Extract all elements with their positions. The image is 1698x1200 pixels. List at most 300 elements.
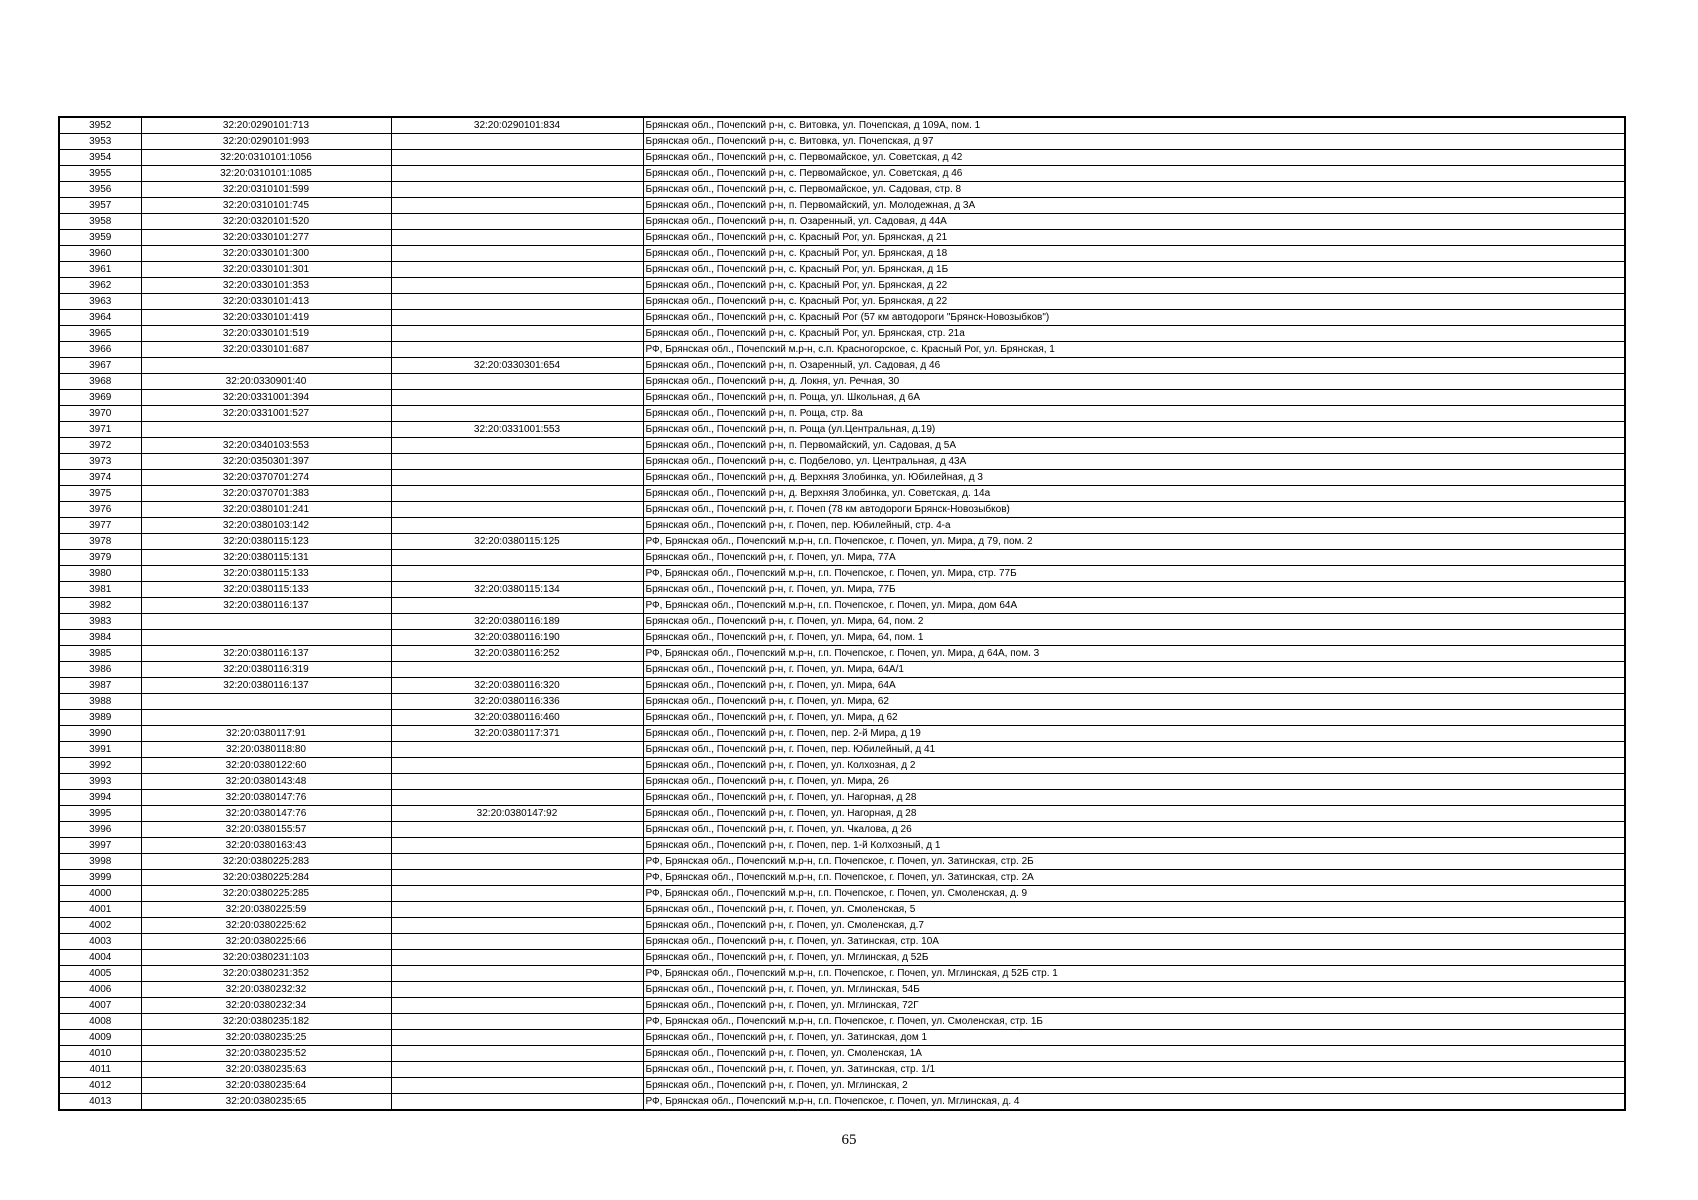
address-cell: Брянская обл., Почепский р-н, д. Верхняя Злобинка, ул. Советская, д. 14а xyxy=(643,486,1625,502)
cadastral-number-cell: 32:20:0380115:133 xyxy=(141,566,391,582)
table-row xyxy=(59,710,1625,726)
linked-cadastral-number-cell xyxy=(391,902,643,918)
table-body xyxy=(59,117,1625,1110)
linked-cadastral-number-cell xyxy=(391,486,643,502)
linked-cadastral-number-cell xyxy=(391,838,643,854)
table-row xyxy=(59,534,1625,550)
cadastral-number-cell: 32:20:0380235:65 xyxy=(141,1094,391,1111)
address-cell: Брянская обл., Почепский р-н, п. Первомайский, ул. Садовая, д 5А xyxy=(643,438,1625,454)
row-number-cell: 3987 xyxy=(59,678,141,694)
address-cell: Брянская обл., Почепский р-н, г. Почеп, ул. Мира, 64А xyxy=(643,678,1625,694)
linked-cadastral-number-cell xyxy=(391,502,643,518)
address-cell: Брянская обл., Почепский р-н, с. Первомайское, ул. Советская, д 46 xyxy=(643,166,1625,182)
cadastral-number-cell: 32:20:0350301:397 xyxy=(141,454,391,470)
address-cell: РФ, Брянская обл., Почепский м.р-н, г.п. Почепское, г. Почеп, ул. Смоленская, стр. 1Б xyxy=(643,1014,1625,1030)
linked-cadastral-number-cell: 32:20:0380116:189 xyxy=(391,614,643,630)
table-row xyxy=(59,614,1625,630)
row-number-cell: 3997 xyxy=(59,838,141,854)
cadastral-number-cell: 32:20:0330101:519 xyxy=(141,326,391,342)
cadastral-number-cell: 32:20:0380122:60 xyxy=(141,758,391,774)
linked-cadastral-number-cell: 32:20:0380116:320 xyxy=(391,678,643,694)
table-row xyxy=(59,278,1625,294)
address-cell: Брянская обл., Почепский р-н, с. Красный Рог, ул. Брянская, д 22 xyxy=(643,278,1625,294)
address-cell: Брянская обл., Почепский р-н, с. Красный Рог, ул. Брянская, стр. 21а xyxy=(643,326,1625,342)
row-number-cell: 4003 xyxy=(59,934,141,950)
address-cell: Брянская обл., Почепский р-н, д. Верхняя Злобинка, ул. Юбилейная, д 3 xyxy=(643,470,1625,486)
table-row xyxy=(59,1030,1625,1046)
row-number-cell: 3964 xyxy=(59,310,141,326)
cadastral-number-cell: 32:20:0380235:182 xyxy=(141,1014,391,1030)
row-number-cell: 3975 xyxy=(59,486,141,502)
table-row xyxy=(59,790,1625,806)
address-cell: Брянская обл., Почепский р-н, г. Почеп, ул. Мира, 64, пом. 2 xyxy=(643,614,1625,630)
row-number-cell: 4004 xyxy=(59,950,141,966)
address-cell: Брянская обл., Почепский р-н, г. Почеп, пер. 1-й Колхозный, д 1 xyxy=(643,838,1625,854)
table-row xyxy=(59,646,1625,662)
row-number-cell: 3982 xyxy=(59,598,141,614)
cadastral-number-cell: 32:20:0380143:48 xyxy=(141,774,391,790)
row-number-cell: 4006 xyxy=(59,982,141,998)
address-cell: Брянская обл., Почепский р-н, с. Красный Рог (57 км автодороги "Брянск-Новозыбков") xyxy=(643,310,1625,326)
linked-cadastral-number-cell xyxy=(391,886,643,902)
linked-cadastral-number-cell xyxy=(391,822,643,838)
row-number-cell: 3960 xyxy=(59,246,141,262)
cadastral-number-cell: 32:20:0380225:285 xyxy=(141,886,391,902)
cadastral-number-cell: 32:20:0380225:59 xyxy=(141,902,391,918)
address-cell: РФ, Брянская обл., Почепский м.р-н, г.п. Почепское, г. Почеп, ул. Затинская, стр. 2А xyxy=(643,870,1625,886)
cadastral-number-cell: 32:20:0330101:300 xyxy=(141,246,391,262)
linked-cadastral-number-cell xyxy=(391,966,643,982)
cadastral-number-cell: 32:20:0380235:52 xyxy=(141,1046,391,1062)
table-row xyxy=(59,870,1625,886)
cadastral-number-cell: 32:20:0330101:301 xyxy=(141,262,391,278)
row-number-cell: 3952 xyxy=(59,117,141,134)
cadastral-number-cell: 32:20:0370701:274 xyxy=(141,470,391,486)
table-row xyxy=(59,486,1625,502)
row-number-cell: 3986 xyxy=(59,662,141,678)
linked-cadastral-number-cell xyxy=(391,854,643,870)
row-number-cell: 4013 xyxy=(59,1094,141,1111)
row-number-cell: 3979 xyxy=(59,550,141,566)
address-cell: Брянская обл., Почепский р-н, г. Почеп, ул. Мглинская, д 52Б xyxy=(643,950,1625,966)
cadastral-number-cell: 32:20:0310101:1056 xyxy=(141,150,391,166)
cadastral-number-cell: 32:20:0380235:63 xyxy=(141,1062,391,1078)
address-cell: Брянская обл., Почепский р-н, п. Роща (ул.Центральная, д.19) xyxy=(643,422,1625,438)
row-number-cell: 3965 xyxy=(59,326,141,342)
row-number-cell: 3959 xyxy=(59,230,141,246)
row-number-cell: 3995 xyxy=(59,806,141,822)
cadastral-number-cell: 32:20:0320101:520 xyxy=(141,214,391,230)
linked-cadastral-number-cell xyxy=(391,198,643,214)
table-row xyxy=(59,726,1625,742)
row-number-cell: 3968 xyxy=(59,374,141,390)
table-row xyxy=(59,582,1625,598)
row-number-cell: 3994 xyxy=(59,790,141,806)
table-row xyxy=(59,374,1625,390)
linked-cadastral-number-cell xyxy=(391,998,643,1014)
address-cell: Брянская обл., Почепский р-н, п. Роща, стр. 8а xyxy=(643,406,1625,422)
cadastral-number-cell: 32:20:0370701:383 xyxy=(141,486,391,502)
table-row xyxy=(59,390,1625,406)
linked-cadastral-number-cell xyxy=(391,1078,643,1094)
cadastral-number-cell: 32:20:0380116:137 xyxy=(141,646,391,662)
table-row xyxy=(59,950,1625,966)
row-number-cell: 3962 xyxy=(59,278,141,294)
table-row xyxy=(59,566,1625,582)
table-row xyxy=(59,310,1625,326)
row-number-cell: 4000 xyxy=(59,886,141,902)
cadastral-number-cell: 32:20:0331001:394 xyxy=(141,390,391,406)
cadastral-number-cell: 32:20:0380147:76 xyxy=(141,806,391,822)
address-cell: Брянская обл., Почепский р-н, п. Роща, ул. Школьная, д 6А xyxy=(643,390,1625,406)
row-number-cell: 3970 xyxy=(59,406,141,422)
linked-cadastral-number-cell: 32:20:0380116:252 xyxy=(391,646,643,662)
row-number-cell: 4007 xyxy=(59,998,141,1014)
linked-cadastral-number-cell xyxy=(391,262,643,278)
address-cell: Брянская обл., Почепский р-н, с. Витовка, ул. Почепская, д 97 xyxy=(643,134,1625,150)
address-cell: РФ, Брянская обл., Почепский м.р-н, г.п. Почепское, г. Почеп, ул. Мира, д 79, пом. 2 xyxy=(643,534,1625,550)
row-number-cell: 3963 xyxy=(59,294,141,310)
cadastral-number-cell xyxy=(141,358,391,374)
linked-cadastral-number-cell xyxy=(391,310,643,326)
cadastral-number-cell xyxy=(141,694,391,710)
cadastral-number-cell: 32:20:0310101:745 xyxy=(141,198,391,214)
address-cell: Брянская обл., Почепский р-н, г. Почеп, ул. Мира, 77Б xyxy=(643,582,1625,598)
linked-cadastral-number-cell xyxy=(391,454,643,470)
table-row xyxy=(59,166,1625,182)
cadastral-number-cell xyxy=(141,710,391,726)
row-number-cell: 3992 xyxy=(59,758,141,774)
linked-cadastral-number-cell: 32:20:0380116:190 xyxy=(391,630,643,646)
row-number-cell: 3989 xyxy=(59,710,141,726)
table-row xyxy=(59,1094,1625,1111)
table-row xyxy=(59,598,1625,614)
table-row xyxy=(59,262,1625,278)
address-cell: РФ, Брянская обл., Почепский м.р-н, г.п. Почепское, г. Почеп, ул. Затинская, стр. 2Б xyxy=(643,854,1625,870)
cadastral-number-cell: 32:20:0380116:137 xyxy=(141,598,391,614)
linked-cadastral-number-cell xyxy=(391,150,643,166)
table-row xyxy=(59,246,1625,262)
row-number-cell: 3953 xyxy=(59,134,141,150)
table-row xyxy=(59,1046,1625,1062)
linked-cadastral-number-cell xyxy=(391,230,643,246)
table-row xyxy=(59,838,1625,854)
cadastral-number-cell: 32:20:0380115:131 xyxy=(141,550,391,566)
table-row xyxy=(59,550,1625,566)
row-number-cell: 3999 xyxy=(59,870,141,886)
row-number-cell: 3957 xyxy=(59,198,141,214)
linked-cadastral-number-cell xyxy=(391,774,643,790)
table-row xyxy=(59,342,1625,358)
address-cell: РФ, Брянская обл., Почепский м.р-н, г.п. Почепское, г. Почеп, ул. Мира, стр. 77Б xyxy=(643,566,1625,582)
row-number-cell: 3988 xyxy=(59,694,141,710)
row-number-cell: 4010 xyxy=(59,1046,141,1062)
linked-cadastral-number-cell: 32:20:0330301:654 xyxy=(391,358,643,374)
linked-cadastral-number-cell xyxy=(391,950,643,966)
cadastral-number-cell: 32:20:0380115:123 xyxy=(141,534,391,550)
address-cell: Брянская обл., Почепский р-н, г. Почеп, пер. Юбилейный, стр. 4-а xyxy=(643,518,1625,534)
linked-cadastral-number-cell xyxy=(391,1094,643,1111)
linked-cadastral-number-cell xyxy=(391,870,643,886)
row-number-cell: 3971 xyxy=(59,422,141,438)
row-number-cell: 3967 xyxy=(59,358,141,374)
address-cell: Брянская обл., Почепский р-н, п. Первомайский, ул. Молодежная, д 3А xyxy=(643,198,1625,214)
row-number-cell: 3956 xyxy=(59,182,141,198)
table-row xyxy=(59,966,1625,982)
table-row xyxy=(59,934,1625,950)
linked-cadastral-number-cell xyxy=(391,982,643,998)
cadastral-number-cell: 32:20:0380232:32 xyxy=(141,982,391,998)
linked-cadastral-number-cell: 32:20:0290101:834 xyxy=(391,117,643,134)
table-row xyxy=(59,1062,1625,1078)
row-number-cell: 4001 xyxy=(59,902,141,918)
address-cell: Брянская обл., Почепский р-н, п. Озаренный, ул. Садовая, д 44А xyxy=(643,214,1625,230)
cadastral-number-cell: 32:20:0380225:66 xyxy=(141,934,391,950)
table-row xyxy=(59,822,1625,838)
linked-cadastral-number-cell xyxy=(391,742,643,758)
table-row xyxy=(59,117,1625,134)
cadastral-number-cell: 32:20:0310101:599 xyxy=(141,182,391,198)
row-number-cell: 3955 xyxy=(59,166,141,182)
cadastral-number-cell: 32:20:0380118:80 xyxy=(141,742,391,758)
address-cell: Брянская обл., Почепский р-н, с. Красный Рог, ул. Брянская, д 1Б xyxy=(643,262,1625,278)
address-cell: Брянская обл., Почепский р-н, г. Почеп, ул. Смоленская, 5 xyxy=(643,902,1625,918)
row-number-cell: 4011 xyxy=(59,1062,141,1078)
row-number-cell: 3984 xyxy=(59,630,141,646)
property-table xyxy=(58,116,1626,1111)
row-number-cell: 3978 xyxy=(59,534,141,550)
table-row xyxy=(59,134,1625,150)
address-cell: Брянская обл., Почепский р-н, г. Почеп, ул. Мира, 64А/1 xyxy=(643,662,1625,678)
linked-cadastral-number-cell: 32:20:0380115:134 xyxy=(391,582,643,598)
row-number-cell: 4008 xyxy=(59,1014,141,1030)
row-number-cell: 3954 xyxy=(59,150,141,166)
cadastral-number-cell: 32:20:0330901:40 xyxy=(141,374,391,390)
cadastral-number-cell: 32:20:0330101:277 xyxy=(141,230,391,246)
address-cell: Брянская обл., Почепский р-н, с. Красный Рог, ул. Брянская, д 21 xyxy=(643,230,1625,246)
row-number-cell: 4009 xyxy=(59,1030,141,1046)
address-cell: Брянская обл., Почепский р-н, с. Первомайское, ул. Советская, д 42 xyxy=(643,150,1625,166)
table-row xyxy=(59,182,1625,198)
linked-cadastral-number-cell xyxy=(391,406,643,422)
linked-cadastral-number-cell: 32:20:0331001:553 xyxy=(391,422,643,438)
table-row xyxy=(59,198,1625,214)
linked-cadastral-number-cell xyxy=(391,758,643,774)
row-number-cell: 3973 xyxy=(59,454,141,470)
table-row xyxy=(59,758,1625,774)
cadastral-number-cell: 32:20:0330101:413 xyxy=(141,294,391,310)
address-cell: Брянская обл., Почепский р-н, с. Витовка, ул. Почепская, д 109А, пом. 1 xyxy=(643,117,1625,134)
cadastral-number-cell: 32:20:0380231:352 xyxy=(141,966,391,982)
row-number-cell: 3977 xyxy=(59,518,141,534)
page-number: 65 xyxy=(841,1132,857,1148)
linked-cadastral-number-cell xyxy=(391,790,643,806)
address-cell: Брянская обл., Почепский р-н, г. Почеп, ул. Нагорная, д 28 xyxy=(643,790,1625,806)
linked-cadastral-number-cell xyxy=(391,390,643,406)
table-row xyxy=(59,470,1625,486)
row-number-cell: 3958 xyxy=(59,214,141,230)
cadastral-number-cell: 32:20:0380235:64 xyxy=(141,1078,391,1094)
cadastral-number-cell: 32:20:0330101:353 xyxy=(141,278,391,294)
linked-cadastral-number-cell: 32:20:0380116:336 xyxy=(391,694,643,710)
address-cell: Брянская обл., Почепский р-н, г. Почеп, ул. Затинская, стр. 1/1 xyxy=(643,1062,1625,1078)
table-row xyxy=(59,326,1625,342)
table-row xyxy=(59,358,1625,374)
cadastral-number-cell: 32:20:0330101:419 xyxy=(141,310,391,326)
cadastral-number-cell: 32:20:0380232:34 xyxy=(141,998,391,1014)
linked-cadastral-number-cell xyxy=(391,518,643,534)
cadastral-number-cell: 32:20:0290101:713 xyxy=(141,117,391,134)
table-row xyxy=(59,806,1625,822)
linked-cadastral-number-cell xyxy=(391,1046,643,1062)
linked-cadastral-number-cell xyxy=(391,566,643,582)
cadastral-number-cell: 32:20:0380115:133 xyxy=(141,582,391,598)
table-row xyxy=(59,742,1625,758)
row-number-cell: 3991 xyxy=(59,742,141,758)
linked-cadastral-number-cell xyxy=(391,1062,643,1078)
row-number-cell: 3996 xyxy=(59,822,141,838)
row-number-cell: 3974 xyxy=(59,470,141,486)
address-cell: Брянская обл., Почепский р-н, г. Почеп, ул. Мира, 77А xyxy=(643,550,1625,566)
cadastral-number-cell: 32:20:0380155:57 xyxy=(141,822,391,838)
address-cell: Брянская обл., Почепский р-н, с. Красный Рог, ул. Брянская, д 22 xyxy=(643,294,1625,310)
row-number-cell: 3993 xyxy=(59,774,141,790)
address-cell: Брянская обл., Почепский р-н, г. Почеп, ул. Затинская, дом 1 xyxy=(643,1030,1625,1046)
row-number-cell: 3998 xyxy=(59,854,141,870)
linked-cadastral-number-cell: 32:20:0380117:371 xyxy=(391,726,643,742)
cadastral-number-cell: 32:20:0380117:91 xyxy=(141,726,391,742)
table-row xyxy=(59,854,1625,870)
cadastral-number-cell: 32:20:0380225:62 xyxy=(141,918,391,934)
table-row xyxy=(59,918,1625,934)
linked-cadastral-number-cell: 32:20:0380115:125 xyxy=(391,534,643,550)
address-cell: РФ, Брянская обл., Почепский м.р-н, г.п. Почепское, г. Почеп, ул. Мира, дом 64А xyxy=(643,598,1625,614)
linked-cadastral-number-cell xyxy=(391,1030,643,1046)
address-cell: Брянская обл., Почепский р-н, с. Красный Рог, ул. Брянская, д 18 xyxy=(643,246,1625,262)
cadastral-number-cell: 32:20:0380235:25 xyxy=(141,1030,391,1046)
row-number-cell: 3966 xyxy=(59,342,141,358)
address-cell: Брянская обл., Почепский р-н, г. Почеп, ул. Смоленская, 1А xyxy=(643,1046,1625,1062)
address-cell: Брянская обл., Почепский р-н, г. Почеп, ул. Нагорная, д 28 xyxy=(643,806,1625,822)
cadastral-number-cell: 32:20:0331001:527 xyxy=(141,406,391,422)
row-number-cell: 3972 xyxy=(59,438,141,454)
address-cell: Брянская обл., Почепский р-н, г. Почеп, ул. Мира, 62 xyxy=(643,694,1625,710)
cadastral-number-cell xyxy=(141,422,391,438)
linked-cadastral-number-cell: 32:20:0380116:460 xyxy=(391,710,643,726)
address-cell: Брянская обл., Почепский р-н, п. Озаренный, ул. Садовая, д 46 xyxy=(643,358,1625,374)
cadastral-number-cell: 32:20:0380225:283 xyxy=(141,854,391,870)
address-cell: Брянская обл., Почепский р-н, г. Почеп, ул. Колхозная, д 2 xyxy=(643,758,1625,774)
linked-cadastral-number-cell xyxy=(391,1014,643,1030)
linked-cadastral-number-cell xyxy=(391,134,643,150)
row-number-cell: 3976 xyxy=(59,502,141,518)
cadastral-number-cell: 32:20:0330101:687 xyxy=(141,342,391,358)
row-number-cell: 3969 xyxy=(59,390,141,406)
linked-cadastral-number-cell xyxy=(391,326,643,342)
row-number-cell: 4005 xyxy=(59,966,141,982)
table-row xyxy=(59,454,1625,470)
table-row xyxy=(59,230,1625,246)
row-number-cell: 3961 xyxy=(59,262,141,278)
cadastral-number-cell: 32:20:0380163:43 xyxy=(141,838,391,854)
linked-cadastral-number-cell xyxy=(391,246,643,262)
address-cell: РФ, Брянская обл., Почепский м.р-н, г.п. Почепское, г. Почеп, ул. Смоленская, д. 9 xyxy=(643,886,1625,902)
linked-cadastral-number-cell xyxy=(391,166,643,182)
row-number-cell: 3980 xyxy=(59,566,141,582)
address-cell: Брянская обл., Почепский р-н, г. Почеп, ул. Мглинская, 54Б xyxy=(643,982,1625,998)
row-number-cell: 4002 xyxy=(59,918,141,934)
cadastral-number-cell: 32:20:0380231:103 xyxy=(141,950,391,966)
table-row xyxy=(59,406,1625,422)
address-cell: Брянская обл., Почепский р-н, г. Почеп, пер. Юбилейный, д 41 xyxy=(643,742,1625,758)
table-row xyxy=(59,422,1625,438)
table-row xyxy=(59,1078,1625,1094)
table-row xyxy=(59,694,1625,710)
cadastral-number-cell: 32:20:0310101:1085 xyxy=(141,166,391,182)
address-cell: РФ, Брянская обл., Почепский м.р-н, г.п. Почепское, г. Почеп, ул. Мглинская, д. 4 xyxy=(643,1094,1625,1111)
linked-cadastral-number-cell xyxy=(391,182,643,198)
linked-cadastral-number-cell xyxy=(391,934,643,950)
address-cell: Брянская обл., Почепский р-н, с. Первомайское, ул. Садовая, стр. 8 xyxy=(643,182,1625,198)
cadastral-number-cell: 32:20:0340103:553 xyxy=(141,438,391,454)
address-cell: РФ, Брянская обл., Почепский м.р-н, с.п. Красногорское, с. Красный Рог, ул. Брянская, 1 xyxy=(643,342,1625,358)
row-number-cell: 3983 xyxy=(59,614,141,630)
linked-cadastral-number-cell xyxy=(391,214,643,230)
table-row xyxy=(59,438,1625,454)
address-cell: Брянская обл., Почепский р-н, г. Почеп (78 км автодороги Брянск-Новозыбков) xyxy=(643,502,1625,518)
address-cell: Брянская обл., Почепский р-н, г. Почеп, ул. Затинская, стр. 10А xyxy=(643,934,1625,950)
table-row xyxy=(59,150,1625,166)
address-cell: Брянская обл., Почепский р-н, г. Почеп, ул. Мира, 64, пом. 1 xyxy=(643,630,1625,646)
linked-cadastral-number-cell xyxy=(391,342,643,358)
row-number-cell: 3981 xyxy=(59,582,141,598)
linked-cadastral-number-cell xyxy=(391,470,643,486)
row-number-cell: 4012 xyxy=(59,1078,141,1094)
table-row xyxy=(59,662,1625,678)
address-cell: Брянская обл., Почепский р-н, г. Почеп, ул. Мглинская, 72Г xyxy=(643,998,1625,1014)
table-row xyxy=(59,678,1625,694)
linked-cadastral-number-cell: 32:20:0380147:92 xyxy=(391,806,643,822)
table-row xyxy=(59,630,1625,646)
address-cell: РФ, Брянская обл., Почепский м.р-н, г.п. Почепское, г. Почеп, ул. Мглинская, д 52Б стр. 1 xyxy=(643,966,1625,982)
table-row xyxy=(59,998,1625,1014)
cadastral-number-cell: 32:20:0290101:993 xyxy=(141,134,391,150)
cadastral-number-cell: 32:20:0380103:142 xyxy=(141,518,391,534)
table-row xyxy=(59,886,1625,902)
row-number-cell: 3990 xyxy=(59,726,141,742)
cadastral-number-cell: 32:20:0380101:241 xyxy=(141,502,391,518)
cadastral-number-cell: 32:20:0380116:319 xyxy=(141,662,391,678)
table-row xyxy=(59,294,1625,310)
linked-cadastral-number-cell xyxy=(391,438,643,454)
linked-cadastral-number-cell xyxy=(391,662,643,678)
table-row xyxy=(59,982,1625,998)
table-row xyxy=(59,214,1625,230)
linked-cadastral-number-cell xyxy=(391,278,643,294)
linked-cadastral-number-cell xyxy=(391,374,643,390)
row-number-cell: 3985 xyxy=(59,646,141,662)
address-cell: Брянская обл., Почепский р-н, г. Почеп, ул. Смоленская, д.7 xyxy=(643,918,1625,934)
linked-cadastral-number-cell xyxy=(391,550,643,566)
table-row xyxy=(59,502,1625,518)
address-cell: Брянская обл., Почепский р-н, г. Почеп, ул. Чкалова, д 26 xyxy=(643,822,1625,838)
cadastral-number-cell: 32:20:0380116:137 xyxy=(141,678,391,694)
cadastral-number-cell: 32:20:0380225:284 xyxy=(141,870,391,886)
linked-cadastral-number-cell xyxy=(391,294,643,310)
cadastral-number-cell: 32:20:0380147:76 xyxy=(141,790,391,806)
cadastral-number-cell xyxy=(141,614,391,630)
address-cell: Брянская обл., Почепский р-н, г. Почеп, ул. Мира, 26 xyxy=(643,774,1625,790)
